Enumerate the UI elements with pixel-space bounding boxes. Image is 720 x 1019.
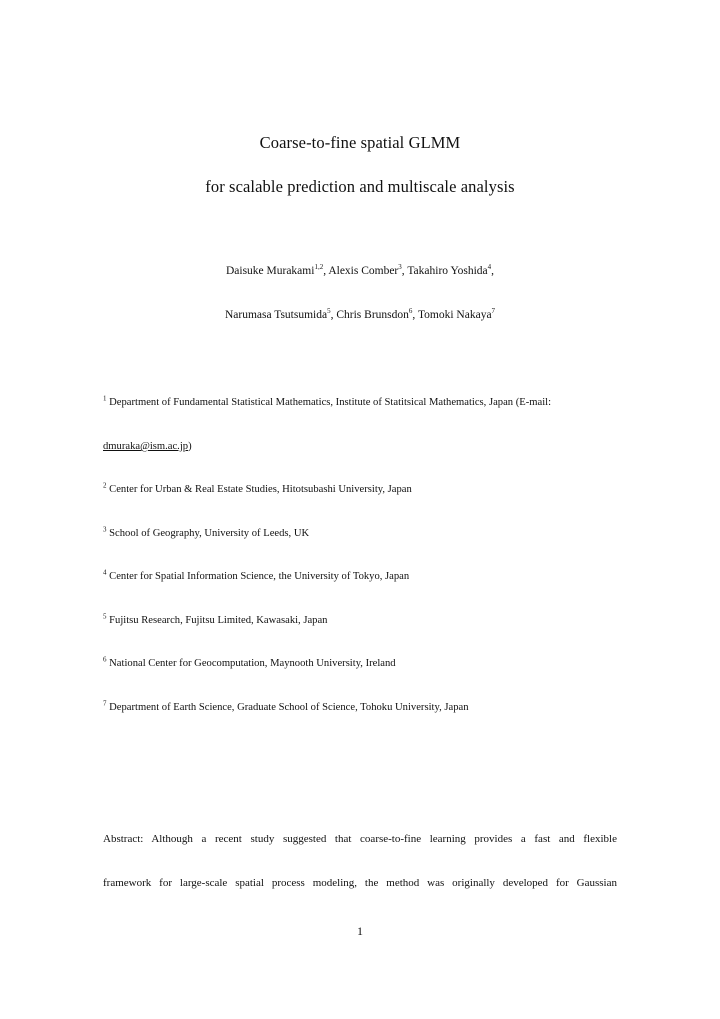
author-name: Takahiro Yoshida: [407, 265, 488, 277]
affiliation-5: [103, 612, 328, 626]
author-affiliation-mark: 5: [327, 307, 331, 316]
paper-title-line-2: for scalable prediction and multiscale analysis: [205, 177, 515, 196]
author-name: Daisuke Murakami: [225, 265, 315, 277]
affiliation-number: 5: [103, 612, 107, 621]
author-affiliation-mark: 4: [487, 263, 492, 272]
abstract-line-2: framework for large-scale spatial process modeling, the method was originally developed for Gaussian: [103, 877, 617, 889]
author-line-2: [0, 309, 720, 321]
affiliation-number: 1: [103, 394, 107, 403]
author-name: Alexis Comber: [328, 265, 399, 277]
affiliation-text: National Center for Geocomputation, Maynooth University, Ireland: [109, 658, 396, 669]
affiliation-3: [103, 525, 310, 539]
affiliation-number: 4: [103, 568, 107, 577]
affiliation-text: Department of Fundamental Statistical Mathematics, Institute of Statitsical Mathematics, Japan (E-mail:: [109, 397, 552, 408]
affiliation-number: 2: [103, 481, 107, 490]
affiliation-7: [103, 699, 469, 713]
author-separator: ,: [323, 265, 329, 277]
affiliation-number: 3: [103, 525, 107, 534]
page-number: 1: [357, 924, 363, 938]
author-affiliation-mark: 1,2: [314, 263, 324, 272]
affiliation-text: Department of Earth Science, Graduate School of Science, Tohoku University, Japan: [109, 702, 469, 713]
author-name: Narumasa Tsutsumida: [224, 309, 328, 321]
paper-title-line-1: Coarse-to-fine spatial GLMM: [259, 133, 461, 152]
author-separator: ,: [412, 309, 418, 321]
author-affiliation-mark: 6: [408, 307, 413, 316]
affiliation-4: [103, 568, 410, 582]
affiliation-text: Fujitsu Research, Fujitsu Limited, Kawasaki, Japan: [109, 615, 328, 626]
affiliation-1: [103, 394, 552, 408]
author-line-1: [0, 265, 720, 277]
author-separator: ,: [330, 309, 337, 321]
affiliation-text: Center for Spatial Information Science, the University of Tokyo, Japan: [109, 571, 410, 582]
affiliation-text: Center for Urban & Real Estate Studies, Hitotsubashi University, Japan: [109, 484, 412, 495]
affiliation-2: [103, 481, 412, 495]
affiliation-1-email-line: [103, 441, 192, 452]
author-separator: ,: [491, 265, 495, 277]
email-close-paren: ): [188, 441, 192, 452]
affiliation-6: [103, 655, 396, 669]
abstract-line-1: Abstract: Although a recent study suggested that coarse-to-fine learning provides a fast and flexible: [103, 833, 617, 845]
author-name: Tomoki Nakaya: [417, 309, 492, 321]
author-name: Chris Brunsdon: [336, 309, 409, 321]
email-link[interactable]: dmuraka@ism.ac.jp: [103, 441, 189, 452]
author-separator: ,: [401, 265, 408, 277]
affiliation-text: School of Geography, University of Leeds, UK: [109, 528, 310, 539]
author-affiliation-mark: 3: [398, 263, 402, 272]
affiliation-number: 7: [103, 699, 107, 708]
affiliation-number: 6: [103, 655, 107, 664]
author-affiliation-mark: 7: [491, 307, 496, 316]
